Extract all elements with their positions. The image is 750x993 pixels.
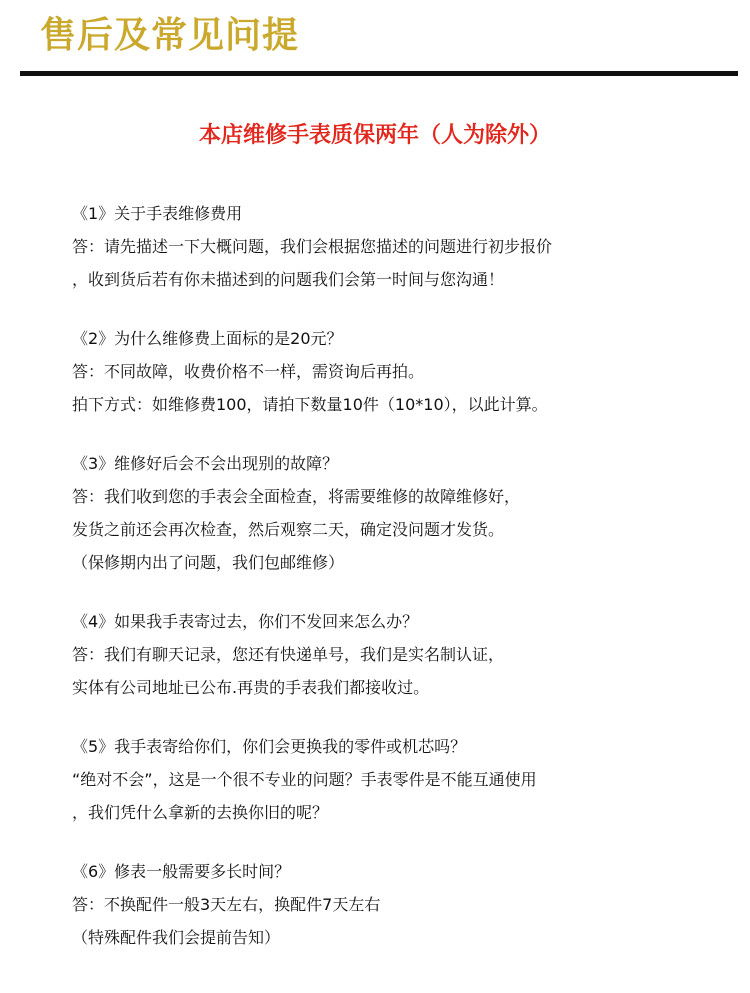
faq-answer-line: （特殊配件我们会提前告知） <box>72 928 281 947</box>
faq-item-1 <box>72 197 732 296</box>
faq-answer-line: 拍下方式：如维修费100，请拍下数量10件（10*10），以此计算。 <box>72 395 548 414</box>
faq-item-5 <box>72 730 732 829</box>
faq-answer-line: ，收到货后若有你未描述到的问题我们会第一时间与您沟通！ <box>72 270 505 289</box>
faq-question: 《4》如果我手表寄过去，你们不发回来怎么办？ <box>72 612 419 631</box>
faq-item-6 <box>72 855 732 954</box>
faq-answer-line: 答：我们收到您的手表会全面检查，将需要维修的故障维修好， <box>72 487 521 506</box>
faq-answer-line: （保修期内出了问题，我们包邮维修） <box>72 553 345 572</box>
faq-list <box>72 197 732 980</box>
faq-answer-line: 答：不换配件一般3天左右，换配件7天左右 <box>72 895 381 914</box>
faq-item-3 <box>72 447 732 579</box>
faq-answer-line: ，我们凭什么拿新的去换你旧的呢？ <box>72 803 329 822</box>
header-divider <box>20 71 738 76</box>
faq-item-2 <box>72 322 732 421</box>
faq-answer-line: 发货之前还会再次检查，然后观察二天，确定没问题才发货。 <box>72 520 505 539</box>
faq-item-4 <box>72 605 732 704</box>
page-title: 售后及常见问提 <box>40 15 300 56</box>
faq-question: 《6》修表一般需要多长时间？ <box>72 862 291 881</box>
faq-question: 《2》为什么维修费上面标的是20元？ <box>72 329 343 348</box>
faq-answer-line: 答：我们有聊天记录，您还有快递单号，我们是实名制认证， <box>72 645 505 664</box>
faq-question: 《1》关于手表维修费用 <box>72 204 243 223</box>
faq-question: 《3》维修好后会不会出现别的故障？ <box>72 454 339 473</box>
warranty-notice: 本店维修手表质保两年（人为除外） <box>198 123 551 148</box>
faq-answer-line: “绝对不会”，这是一个很不专业的问题？手表零件是不能互通使用 <box>72 770 537 789</box>
faq-question: 《5》我手表寄给你们，你们会更换我的零件或机芯吗？ <box>72 737 467 756</box>
faq-answer-line: 实体有公司地址已公布.再贵的手表我们都接收过。 <box>72 678 430 697</box>
faq-answer-line: 答：请先描述一下大概问题，我们会根据您描述的问题进行初步报价 <box>72 237 553 256</box>
faq-answer-line: 答：不同故障，收费价格不一样，需资询后再拍。 <box>72 362 425 381</box>
